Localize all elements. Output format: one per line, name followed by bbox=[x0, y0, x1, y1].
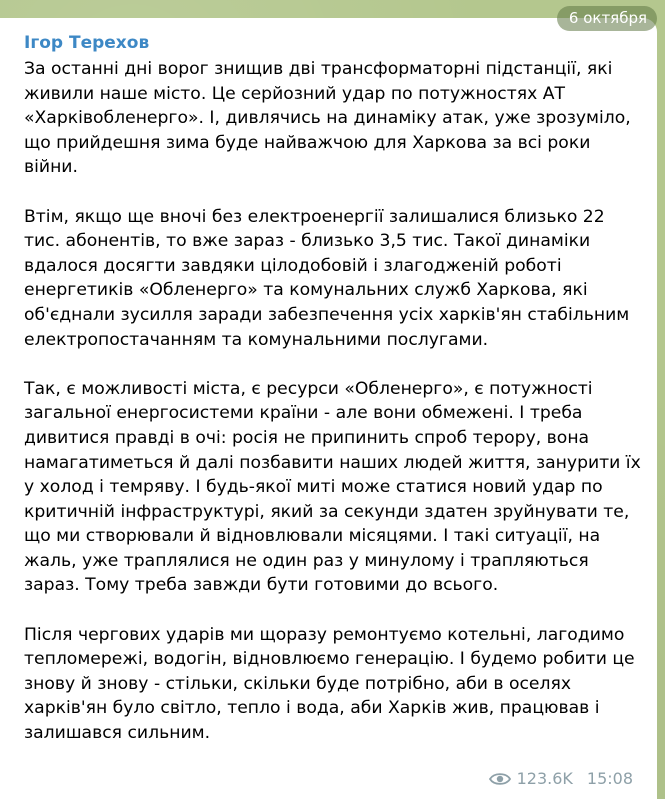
date-separator: 6 октября bbox=[557, 6, 657, 31]
eye-icon bbox=[489, 772, 511, 786]
message-paragraph: Так, є можливості міста, є ресурси «Обленерго», є потужності загальної енергосистеми країни - але вони обмежені. І треба дивитися правді в очі: росія не припинить спроб терору, вона намагатиметься й далі позбавити наших людей життя, занурити їх у холод і темряву. І будь-якої миті може статися новий удар по критичній інфраструктурі, який за секунди здатен зруйнувати те, що ми створювали й відновлювали місяцями. І такі ситуації, на жаль, уже траплялися не один раз у минулому і трапляються зараз. Тому треба завжди бути готовими до всього. bbox=[24, 378, 647, 596]
view-count: 123.6K bbox=[516, 769, 573, 788]
message-paragraph: Втім, якщо ще вночі без електроенергії залишалися близько 22 тис. абонентів, то вже зараз - близько 3,5 тис. Такої динаміки вдалося досягти завдяки цілодобовій і злагодженій роботі енергетиків «Обленерго» та комунальних служб Харкова, які об'єднали зусилля заради забезпечення усіх харків'ян стабільним електропостачанням та комунальними послугами. bbox=[24, 206, 641, 350]
message-meta bbox=[489, 769, 633, 789]
message-text bbox=[24, 57, 647, 746]
message-paragraph: Після чергових ударів ми щоразу ремонтуємо котельні, лагодимо тепломережі, водогін, відновлюємо генерацію. І будемо робити це знову й знову - стільки, скільки буде потрібно, аби в оселях харків'ян було світло, тепло і вода, аби Харків жив, працював і залишався сильним. bbox=[24, 624, 641, 744]
message-time: 15:08 bbox=[586, 769, 633, 788]
message-bubble[interactable] bbox=[0, 18, 657, 799]
message-paragraph: За останні дні ворог знищив дві трансформаторні підстанції, які живили наше місто. Це серйозний удар по потужностях АТ «Харківобленерго». І, дивлячись на динаміку атак, уже зрозуміло, що прийдешня зима буде найважчою для Харкова за всі роки війни. bbox=[24, 59, 637, 178]
sender-name[interactable]: Ігор Терехов bbox=[24, 33, 150, 53]
